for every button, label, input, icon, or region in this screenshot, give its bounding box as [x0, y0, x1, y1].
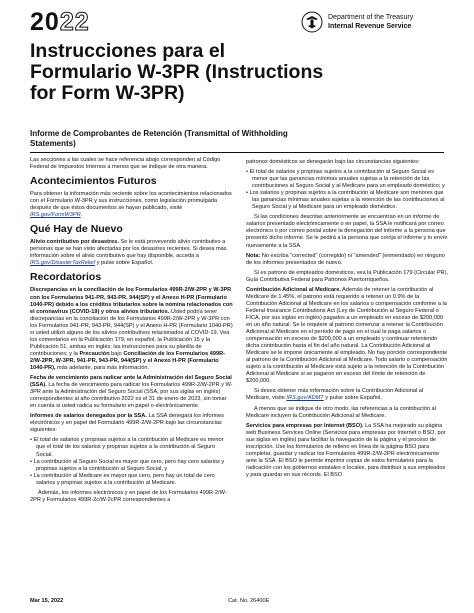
nota-paragraph [246, 253, 449, 267]
tax-year [30, 8, 90, 37]
continuation-paragraph: patronos domésticos se denegarán bajo las circunstancias siguientes: [246, 159, 420, 165]
alivio-bold: Alivio contributivo por desastres. [30, 239, 119, 246]
right-column [246, 159, 449, 482]
agency-department: Department of the Treasury [328, 14, 414, 21]
nota-bold: Nota: [246, 252, 261, 259]
medicare-bold: Contribución Adicional al Medicare. [246, 286, 341, 293]
fecha-text: La fecha de vencimiento para radicar los Formularios 499R-2/W-2PR y W-3PR ante la Administración del Seguro Social (SSA, por sus siglas en inglés) correspondientes al año contributivo 2022 es el 31 de enero de 2023, sin tomar en cuenta si usted radica su formulario en papel o electrónicamente. [30, 382, 233, 410]
title-divider [30, 152, 444, 153]
bso-paragraph [246, 423, 449, 479]
admt-link[interactable]: IRS.gov/ADMT [286, 395, 324, 402]
referencias-paragraph: A menos que se indique de otro modo, las referencias a la contribución al Medicare incluyen la Contribución Adicional al Medicare. [246, 405, 436, 419]
informes-list [30, 437, 233, 486]
list-item: • El total de salarios y propinas sujetos a la contribución al Medicare es menor que el total de los salarios y propinas sujetos a la contribución al Seguro Social. [30, 437, 233, 458]
alivio-text: Se le está proveyendo alivio contributivo a personas que se han visto afectadas por los desastres recientes. Si desea más información sobre el alivio contributivo que hay disponible, acceda a [30, 239, 227, 260]
tax-year-hollow: 22 [59, 8, 90, 36]
tax-year-solid: 20 [30, 8, 60, 36]
footer-catalog-number: Cat. No. 26400E [228, 598, 270, 604]
discrepancias-bold: Discrepancias en la conciliación de los Formularios 499R-2/W-2PR y W-3PR con los Formularios 941-PR, 943-PR, 944(SP) y el Anexo H-PR (Formulario 1040-PR) debido a los créditos tributarios sobre la nómina relacionados con el coronavirus (COVID-19) y otros alivios tributarios. [30, 287, 233, 315]
agency-irs: Internal Revenue Service [328, 23, 412, 30]
bso-text: La SSA ha mejorado su página web Business Services Online (Servicios para empresas por Internet o BSO, por sus siglas en inglés) para facilitar la navegación de la página y el proceso de inscripción. Use los formularios de relleno en línea de la página BSO para completar, guardar y radicar los Formularios 499R-2/W-2PR electrónicamente ante la SSA. El BSO le permite imprimir copias de estos formularios para la radicación con los gobiernos estatales o locales, para distribuir a sus empleados y para guardar en sus récords. El BSO [246, 422, 446, 478]
document-subtitle: Informe de Comprobantes de Retención (Transmittal of Withholding Statements) [30, 129, 288, 148]
condiciones-paragraph: Si las condiciones descritas anteriormente se encuentran en un informe de salarios presentado electrónicamente o en papel, la SSA le notificará por correo electrónico o por correo postal sobre la denegación del informe a la persona que presentó dicho informe. Se le pedirá a la persona que corrija el informe y lo envíe nuevamente a la SSA. [246, 214, 448, 249]
informes-paragraph [30, 413, 233, 434]
heading-recordatorios: Recordatorios [30, 271, 102, 284]
fecha-bold: Fecha de vencimiento para radicar ante la Administración del Seguro Social (SSA). [30, 375, 232, 389]
informes-bold: Informes de salarios denegados por la SSA. [30, 413, 147, 420]
list-item: • La contribución al Medicare es mayor que cero, pero hay un total de cero salarios y propinas sujetos a la contribución al Medicare. [30, 473, 233, 487]
admt-paragraph [246, 388, 449, 402]
list-item: • Los salarios y propinas sujetos a la contribución al Medicare son menores que las ganancias mínimas anuales sujetas a la retención de las contribuciones al Seguro Social y al Medicare para un empleado doméstico. [246, 190, 449, 211]
admt-text: Si desea obtener más información sobre la Contribución Adicional al Medicare, visite [246, 388, 424, 402]
discrepancias-text2: bajo [109, 350, 122, 357]
document-title: Instrucciones para el Formulario W-3PR (Instructions for Form W-3PR) [30, 40, 324, 104]
intro-paragraph: Las secciones a las cuales se hace referencia abajo corresponden al Código Federal de Impuestos Internos a menos que se indique de otra manera. [30, 157, 221, 171]
discrepancias-end: más adelante, para más información. [55, 364, 150, 371]
medicare-text: Además de retener la contribución al Medicare de 1.45%, el patrono está requerido a retener un 0.9% de la Contribución Adicional al Medicare en los salarios o compensación conforme a la Federal Insurance Contributions Act (Ley de Contribución al Seguro Federal o FICA, por sus siglas en inglés) pagados a un empleado en exceso de $200,000 en un año natural. Se le requiere al patrono comenzar a retener la Contribución Adicional al Medicare en el período de pago en el cual le paga salarios o compensación en exceso de $200,000 a un empleado y continuar reteniendo dicha contribución hasta el fin del año natural. La Contribución Adicional al Medicare se le impone únicamente al empleado. No hay porción correspondiente al patrono de la Contribución Adicional al Medicare. Todo salario o compensación sujeto a la contribución al Medicare está sujeto a la retención de la Contribución Adicional al Medicare si se pagaron en exceso del límite de retención de $200,000. [246, 286, 448, 385]
heading-acontecimientos-futuros: Acontecimientos Futuros [30, 175, 157, 188]
bso-bold: Servicios para empresas por Internet (BSO). [246, 422, 364, 429]
futuros-paragraph: Para obtener la información más reciente sobre los acontecimientos relacionados con el Formulario W-3PR y sus instrucciones, como legislación promulgada después de que éstos documentos se hayan publicado, visite IRS.gov/FormW3PR. [30, 191, 232, 219]
alivio-paragraph [30, 239, 233, 267]
discrepancias-text: Usted podría tener discrepancias en la conciliación de los Formularios 499R-2/W-2PR y W-3PR con los Formularios 941-PR, 943-PR, 944(SP) y el Anexo H-PR (Formulario 1040-PR) si usted utilizó alguno de los alivios contributivos relacionados al COVID-19. Vea los comentarios en la Publicación 179, en español, la Publicación 15 y la Publicación 51, ambas en inglés; las instrucciones para su planilla de contribuciones; y la [30, 308, 233, 357]
discrepancias-bold3: Conciliación de los Formularios 499R-2/W-2PR, W-3PR, 941-PR, 943-PR, 944(SP) y el Anexo H-PR (Formulario 1040-PR), [30, 350, 225, 371]
ademas-paragraph: Además, los informes electrónicos y en papel de los Formularios 499R-2/W-2PR y Formularios 499R-2c/W-2cPR correspondientes a [30, 489, 227, 503]
futuros-link[interactable]: IRS.gov/FormW3PR [30, 212, 81, 219]
medicare-paragraph [246, 287, 449, 386]
disaster-relief-link[interactable]: IRS.gov/DisasterTaxRelief [30, 260, 96, 267]
agency-name [328, 13, 413, 31]
heading-que-hay-de-nuevo: Qué Hay de Nuevo [30, 223, 123, 236]
left-column [30, 157, 233, 507]
informes-text: La SSA denegará los informes electrónicos y en papel del Formulario 499R-2/W-2PR bajo las circunstancias siguientes: [30, 413, 225, 434]
alivio-end: y pulse sobre Español. [95, 260, 154, 267]
patrono-paragraph: Si es patrono de empleados domésticos, vea la Publicación 179 (Circular PR), Guía Contributiva Federal para Patronos Puertorriqueños. [246, 269, 449, 283]
treasury-eagle-logo-icon [301, 11, 323, 33]
futuros-text: Para obtener la información más reciente sobre los acontecimientos relacionados con el Formulario W-3PR y sus instrucciones, como legislación promulgada después de que éstos documentos se hayan publicado, visite [30, 191, 232, 212]
fecha-paragraph [30, 375, 233, 410]
nota-text: No escriba "corrected" (corregido) ni "amended" (enmendado) en ninguno de los informes presentados de nuevo. [246, 252, 445, 266]
discrepancias-bold2: Precaución [79, 350, 110, 357]
footer-date: Mar 15, 2022 [30, 598, 64, 604]
admt-end: y pulse sobre Español. [323, 395, 382, 402]
list-item: • El total de salarios y propinas sujetos a la contribución al Seguro Social es menor que las ganancias mínimas anuales sujetas a la retención de las contribuciones al Seguro Social y al Medicare para un empleado doméstico; y [246, 169, 449, 190]
domestic-list [246, 169, 449, 211]
list-item: • La contribución al Seguro Social es mayor que cero, pero hay cero salarios y propinas sujetos a la contribución al Seguro Social, y [30, 459, 233, 473]
discrepancias-paragraph [30, 287, 233, 372]
